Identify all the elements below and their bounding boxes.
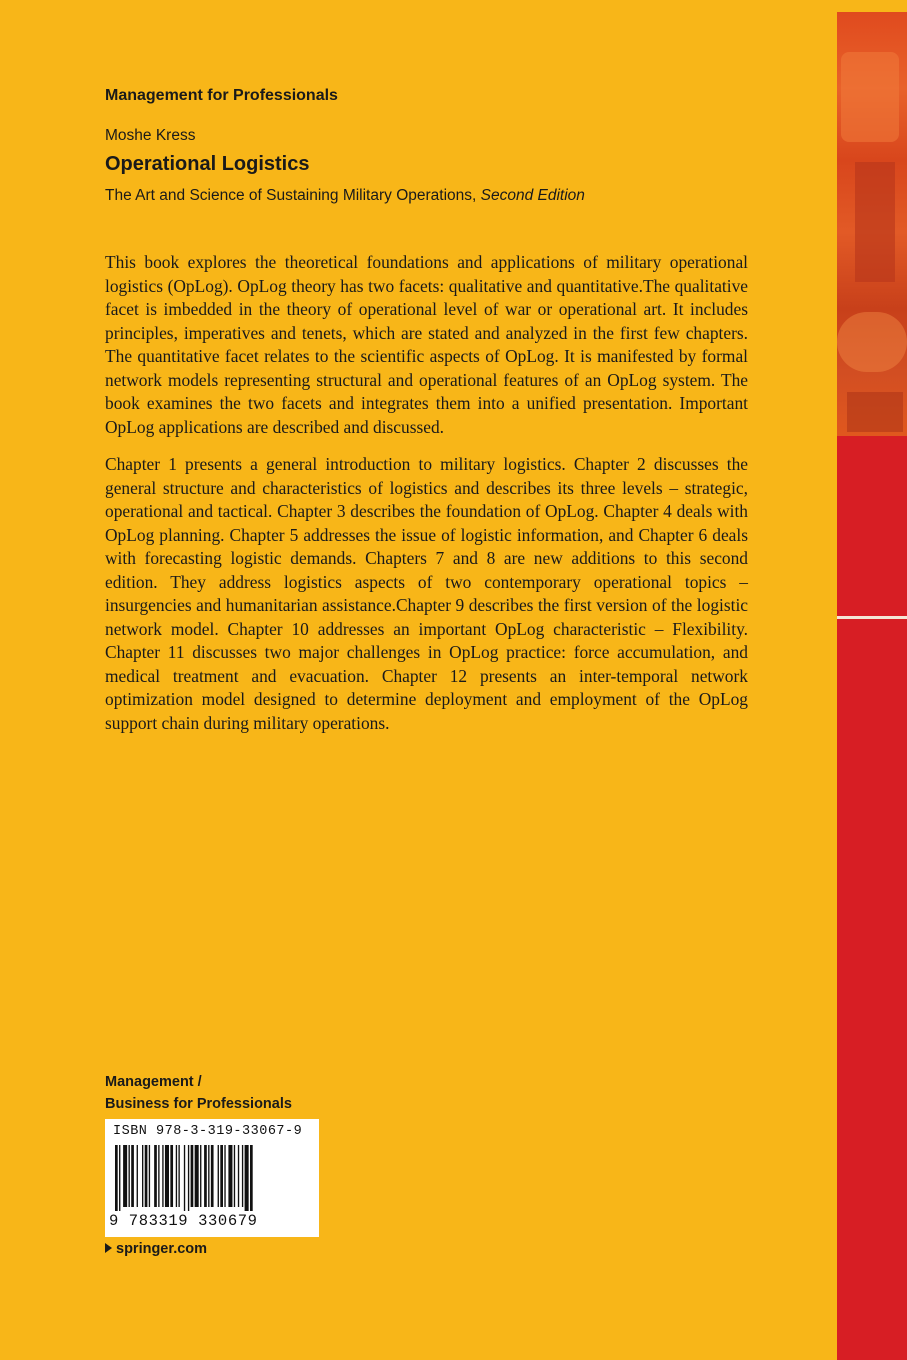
isbn-barcode-box <box>105 1119 319 1237</box>
barcode-icon <box>113 1145 311 1211</box>
spine-divider <box>837 616 907 619</box>
description-paragraph-2: Chapter 1 presents a general introduction to military logistics. Chapter 2 discusses the general structure and characteristics of logistics and describes its three levels – strategic, operational and tactical. Chapter 3 describes the foundation of OpLog. Chapter 4 deals with OpLog planning. Chapter 5 addresses the issue of logistic information, and Chapter 6 deals with forecasting logistic demands. Chapters 7 and 8 are new additions to this second edition. They address logistics aspects of two contemporary operational topics – insurgencies and humanitarian assistance.Chapter 9 describes the first version of the logistic network model. Chapter 10 addresses an important OpLog characteristic – Flexibility. Chapter 11 discusses two major challenges in OpLog practice: force accumulation, and medical treatment and evacuation. Chapter 12 presents an inter-temporal network optimization model designed to determine deployment and employment of the OpLog support chain during military operations. <box>105 454 748 733</box>
edition-text: Second Edition <box>480 187 585 204</box>
description-paragraph-1: This book explores the theoretical foundations and applications of military operational logistics (OpLog). OpLog theory has two facets: qualitative and quantitative.The qualitative facet is imbedded in the theory of operational level of war or operational art. It includes principles, imperatives and tenets, which are stated and analyzed in the first few chapters. The quantitative facet relates to the scientific aspects of OpLog. It is manifested by formal network models representing structural and operational features of an OpLog system. The book examines the two facets and integrates them into a unified presentation. Important OpLog applications are described and discussed. <box>105 252 748 437</box>
book-subtitle <box>105 187 585 205</box>
website-text: springer.com <box>116 1241 208 1257</box>
barcode-digits: 9 783319 330679 <box>109 1212 258 1230</box>
category-line-1: Management / <box>105 1074 202 1090</box>
author-name: Moshe Kress <box>105 127 196 144</box>
arrow-right-icon <box>105 1243 112 1253</box>
book-title: Operational Logistics <box>105 153 310 175</box>
category-label <box>105 1071 292 1115</box>
category-line-2: Business for Professionals <box>105 1096 292 1112</box>
publisher-website <box>105 1241 207 1257</box>
isbn-label: ISBN 978-3-319-33067-9 <box>113 1124 303 1139</box>
subtitle-text: The Art and Science of Sustaining Military Operations, <box>105 187 477 204</box>
spine-top-edge <box>837 0 907 12</box>
series-name: Management for Professionals <box>105 87 338 104</box>
spine-photo <box>837 12 907 436</box>
